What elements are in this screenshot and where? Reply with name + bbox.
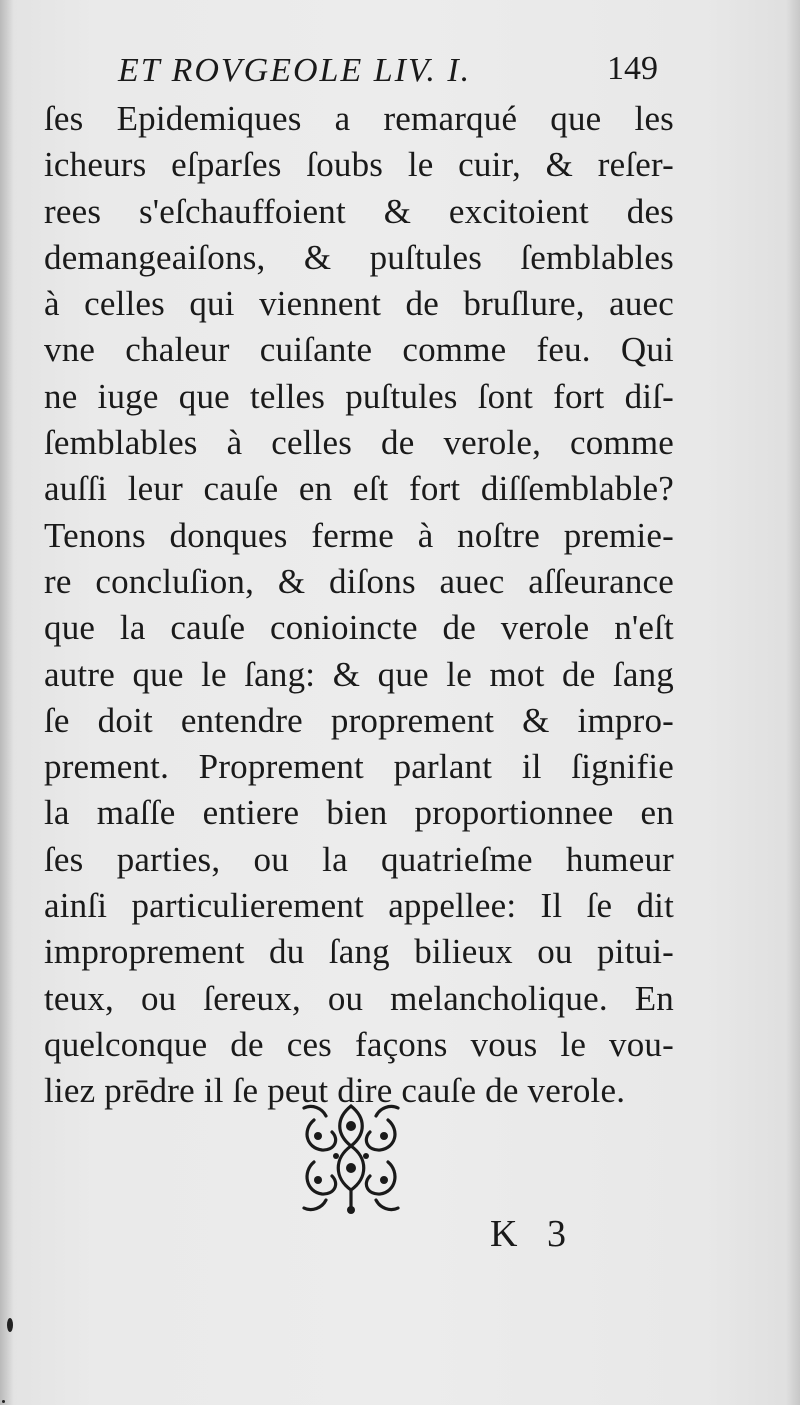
text-line: ſes Epidemiques a remarqué que les [44, 99, 674, 138]
text-line: ainſi particulierement appellee: Il ſe dit [44, 886, 674, 926]
text-line: ſes parties, ou la quatrieſme humeur [44, 839, 674, 879]
running-head [118, 46, 658, 96]
text-line: improprement du ſang bilieux ou pitui- [44, 932, 674, 972]
text-line: ſemblables à celles de verole, comme [44, 423, 674, 463]
ink-speck [7, 1318, 13, 1332]
text-line: icheurs eſparſes ſoubs le cuir, & reſer- [44, 145, 674, 185]
text-line: demangeaiſons, & puſtules ſemblables [44, 237, 674, 277]
page-right-edge-shadow [786, 0, 800, 1405]
page-left-edge-shadow [0, 0, 14, 1405]
text-line: teux, ou ſereux, ou melancholique. En [44, 978, 674, 1018]
text-line: la maſſe entiere bien proportionnee en [44, 793, 674, 833]
text-line: auſſi leur cauſe en eſt fort diſſemblable? [44, 469, 674, 509]
text-line: re concluſion, & diſons auec aſſeurance [44, 561, 674, 601]
signature-mark: K 3 [490, 1213, 576, 1255]
text-line: vne chaleur cuiſante comme feu. Qui [44, 330, 674, 370]
text-line: ne iuge que telles puſtules ſont fort diſ- [44, 376, 674, 416]
text-line: rees s'eſchauffoient & excitoient des [44, 191, 674, 231]
fleuron-ornament-icon [296, 1100, 406, 1215]
page-number: 149 [607, 50, 658, 87]
text-line: prement. Proprement parlant il ſignifie [44, 747, 674, 787]
running-title: ET ROVGEOLE LIV. I. [118, 52, 472, 89]
text-line: quelconque de ces façons vous le vou- [44, 1024, 674, 1064]
text-line: à celles qui viennent de bruſlure, auec [44, 284, 674, 324]
body-text [44, 96, 674, 1115]
text-line: Tenons donques ferme à noſtre premie- [44, 515, 674, 555]
text-line: ſe doit entendre proprement & impro- [44, 700, 674, 740]
text-line: autre que le ſang: & que le mot de ſang [44, 654, 674, 694]
text-line: liez prēdre il ſe peut dire cauſe de verole. [44, 1071, 626, 1111]
ink-speck [2, 1400, 5, 1403]
text-line: que la cauſe conioincte de verole n'eſt [44, 608, 674, 648]
